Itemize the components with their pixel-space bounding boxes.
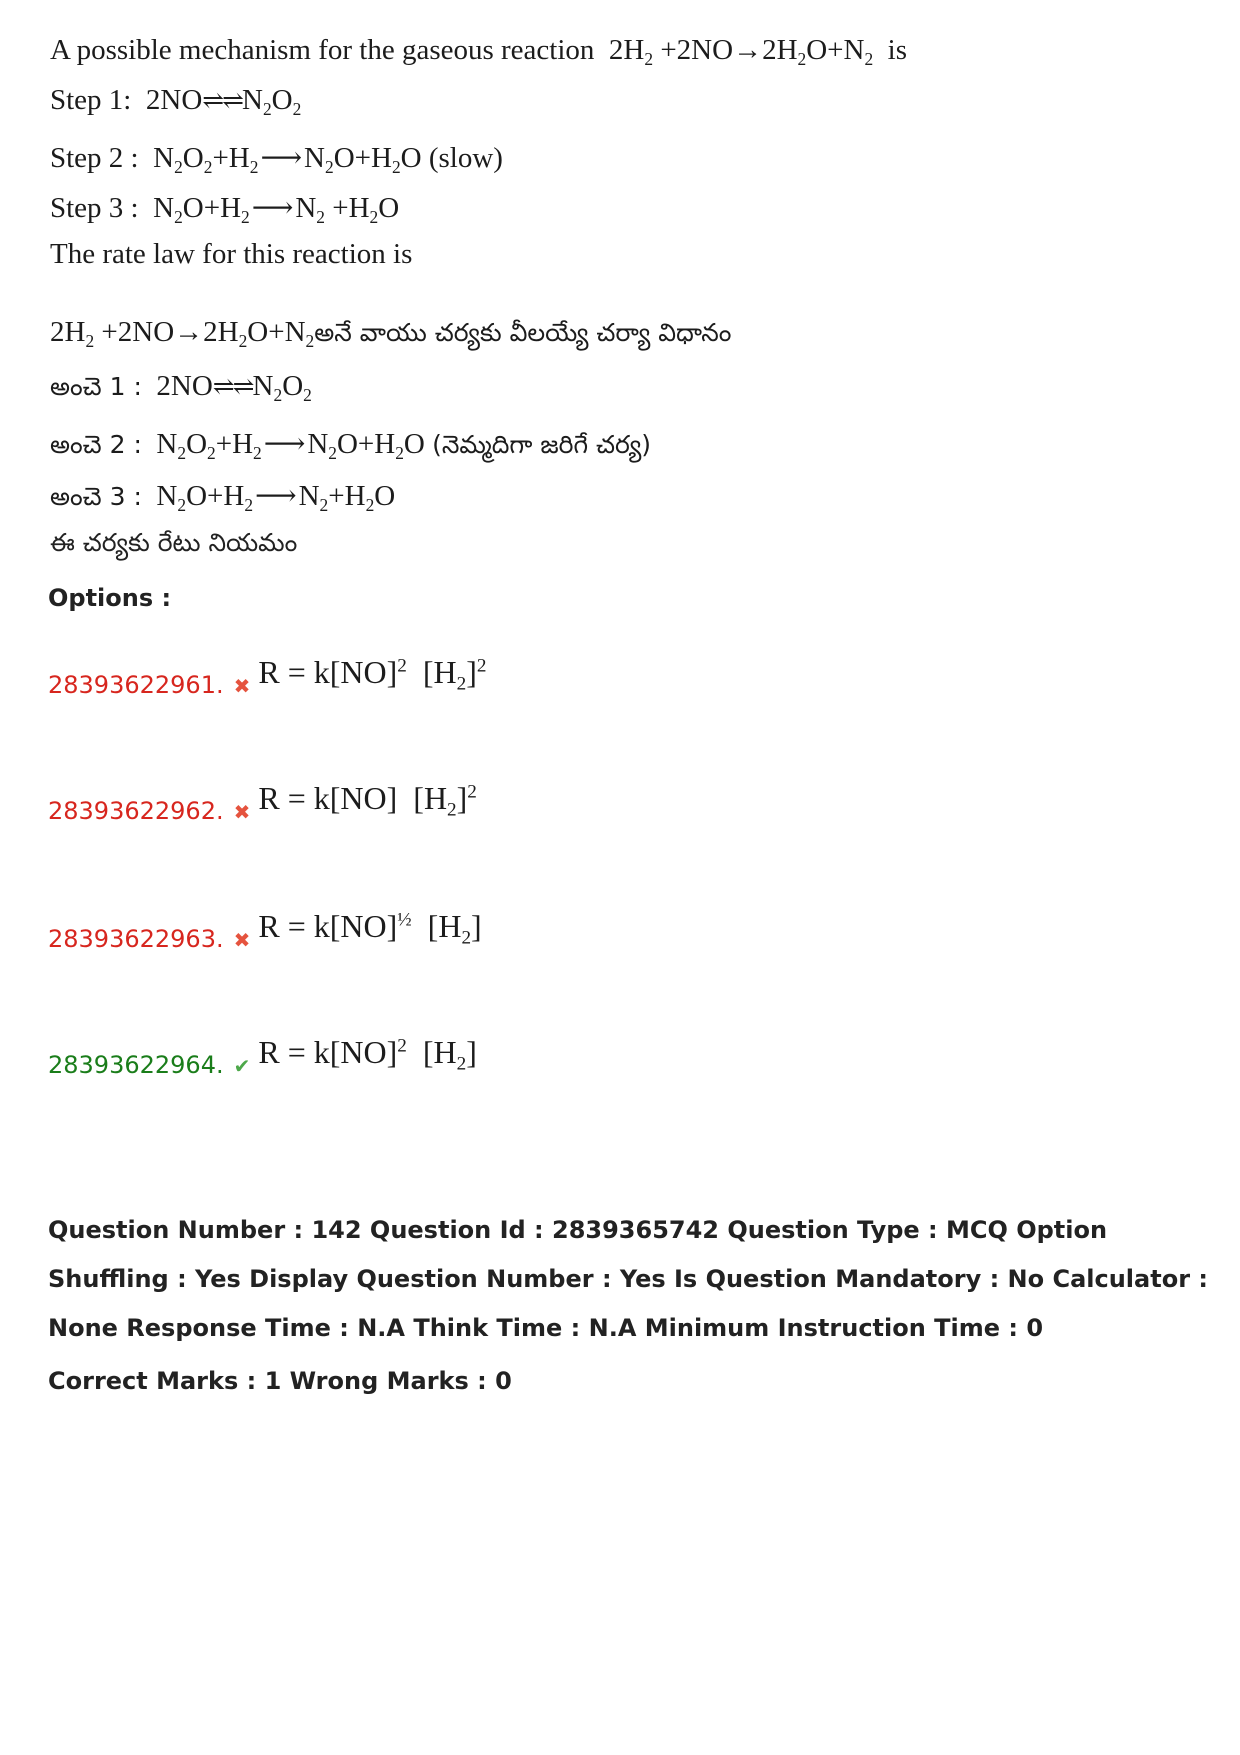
- option-formula: R = k[NO]$^{\frac{1}{2}}$ $[H_2]$: [258, 908, 482, 949]
- option-4[interactable]: [48, 1034, 477, 1081]
- check-icon: ✔: [233, 1054, 251, 1078]
- rate-law-prompt-te: ఈ చర్యకు రేటు నియమం: [50, 528, 298, 557]
- step1-en: Step 1: $2NO\rightleftharpoons\rightleftharpoons N_2O_2$: [50, 84, 302, 120]
- option-formula: R = k[NO]$^2$ $[H_2]^2$: [258, 654, 487, 695]
- option-id: 28393622963.: [48, 925, 224, 953]
- option-3[interactable]: [48, 908, 482, 955]
- option-id: 28393622961.: [48, 671, 224, 699]
- option-1[interactable]: [48, 654, 487, 701]
- rate-law-prompt-en: The rate law for this reaction is: [50, 238, 413, 270]
- cross-icon: ✖: [233, 800, 251, 824]
- step3-te: అంచె 3 : $N_2O+H_2⟶N_2+H_2O$: [50, 480, 396, 516]
- step2-te: అంచె 2 : $N_2O_2+H_2⟶N_2O+H_2O$ (నెమ్మదిగా జరిగే చర్య): [50, 428, 652, 464]
- options-label: Options :: [48, 584, 172, 612]
- option-id: 28393622964.: [48, 1051, 224, 1079]
- step2-en: Step 2 : $N_2O_2+H_2⟶N_2O+H_2O$ (slow): [50, 142, 503, 178]
- option-2[interactable]: [48, 780, 477, 827]
- marks-info: Correct Marks : 1 Wrong Marks : 0: [48, 1367, 512, 1395]
- option-formula: R = k[NO] $[H_2]^2$: [258, 780, 477, 821]
- cross-icon: ✖: [233, 928, 251, 952]
- question-intro-en: A possible mechanism for the gaseous reaction $2H_2 +2NO\to 2H_2O+N_2$ is: [50, 34, 908, 70]
- step1-te: అంచె 1 : $2NO\rightleftharpoons\rightleftharpoons N_2O_2$: [50, 370, 312, 406]
- cross-icon: ✖: [233, 674, 251, 698]
- question-metadata: Question Number : 142 Question Id : 2839365742 Question Type : MCQ Option Shuffling : Yes Display Question Number : Yes Is Question Mandatory : No Calculator : None Response Time : N.A Think Time : N.A Minimum Instruction Time : 0: [48, 1216, 1208, 1342]
- step3-en: Step 3 : $N_2O+H_2⟶N_2 +H_2O$: [50, 192, 400, 228]
- question-intro-te: $2H_2$ $+2NO\to 2H_2O+N_2అనే$ వాయు చర్యకు వీలయ్యే చర్యా విధానం: [50, 316, 732, 352]
- option-id: 28393622962.: [48, 797, 224, 825]
- option-formula: R = k[NO]$^2$ $[H_2]$: [258, 1034, 477, 1075]
